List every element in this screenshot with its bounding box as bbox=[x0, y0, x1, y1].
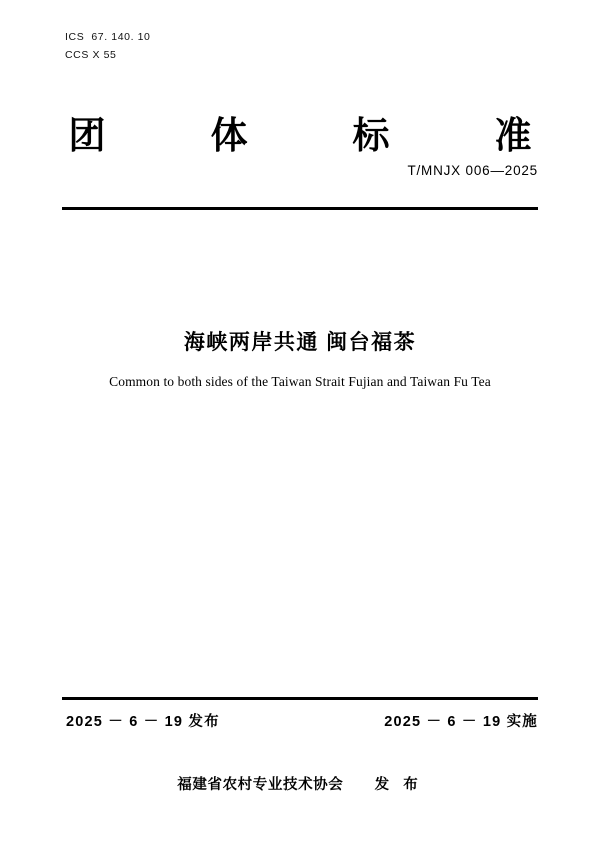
issue-date: 2025 － 6 － 19 发布 bbox=[66, 714, 220, 730]
classification-codes bbox=[65, 28, 150, 64]
ccs-code: CCS X 55 bbox=[65, 49, 117, 61]
standard-type-title: 团 体 标 准 bbox=[68, 115, 566, 156]
issuer-verb: 发 布 bbox=[374, 777, 423, 793]
ics-code: ICS 67. 140. 10 bbox=[65, 31, 151, 43]
document-title-chinese: 海峡两岸共通 闽台福茶 bbox=[183, 331, 417, 354]
standard-number: T/MNJX 006—2025 bbox=[407, 163, 538, 178]
footer-divider bbox=[62, 697, 538, 700]
document-title-english: Common to both sides of the Taiwan Strait Fujian and Taiwan Fu Tea bbox=[109, 374, 491, 389]
issuer-name: 福建省农村专业技术协会 bbox=[177, 777, 344, 793]
header-divider bbox=[62, 207, 538, 210]
implementation-date: 2025 － 6 － 19 实施 bbox=[384, 714, 538, 730]
issuing-organization bbox=[0, 773, 600, 794]
